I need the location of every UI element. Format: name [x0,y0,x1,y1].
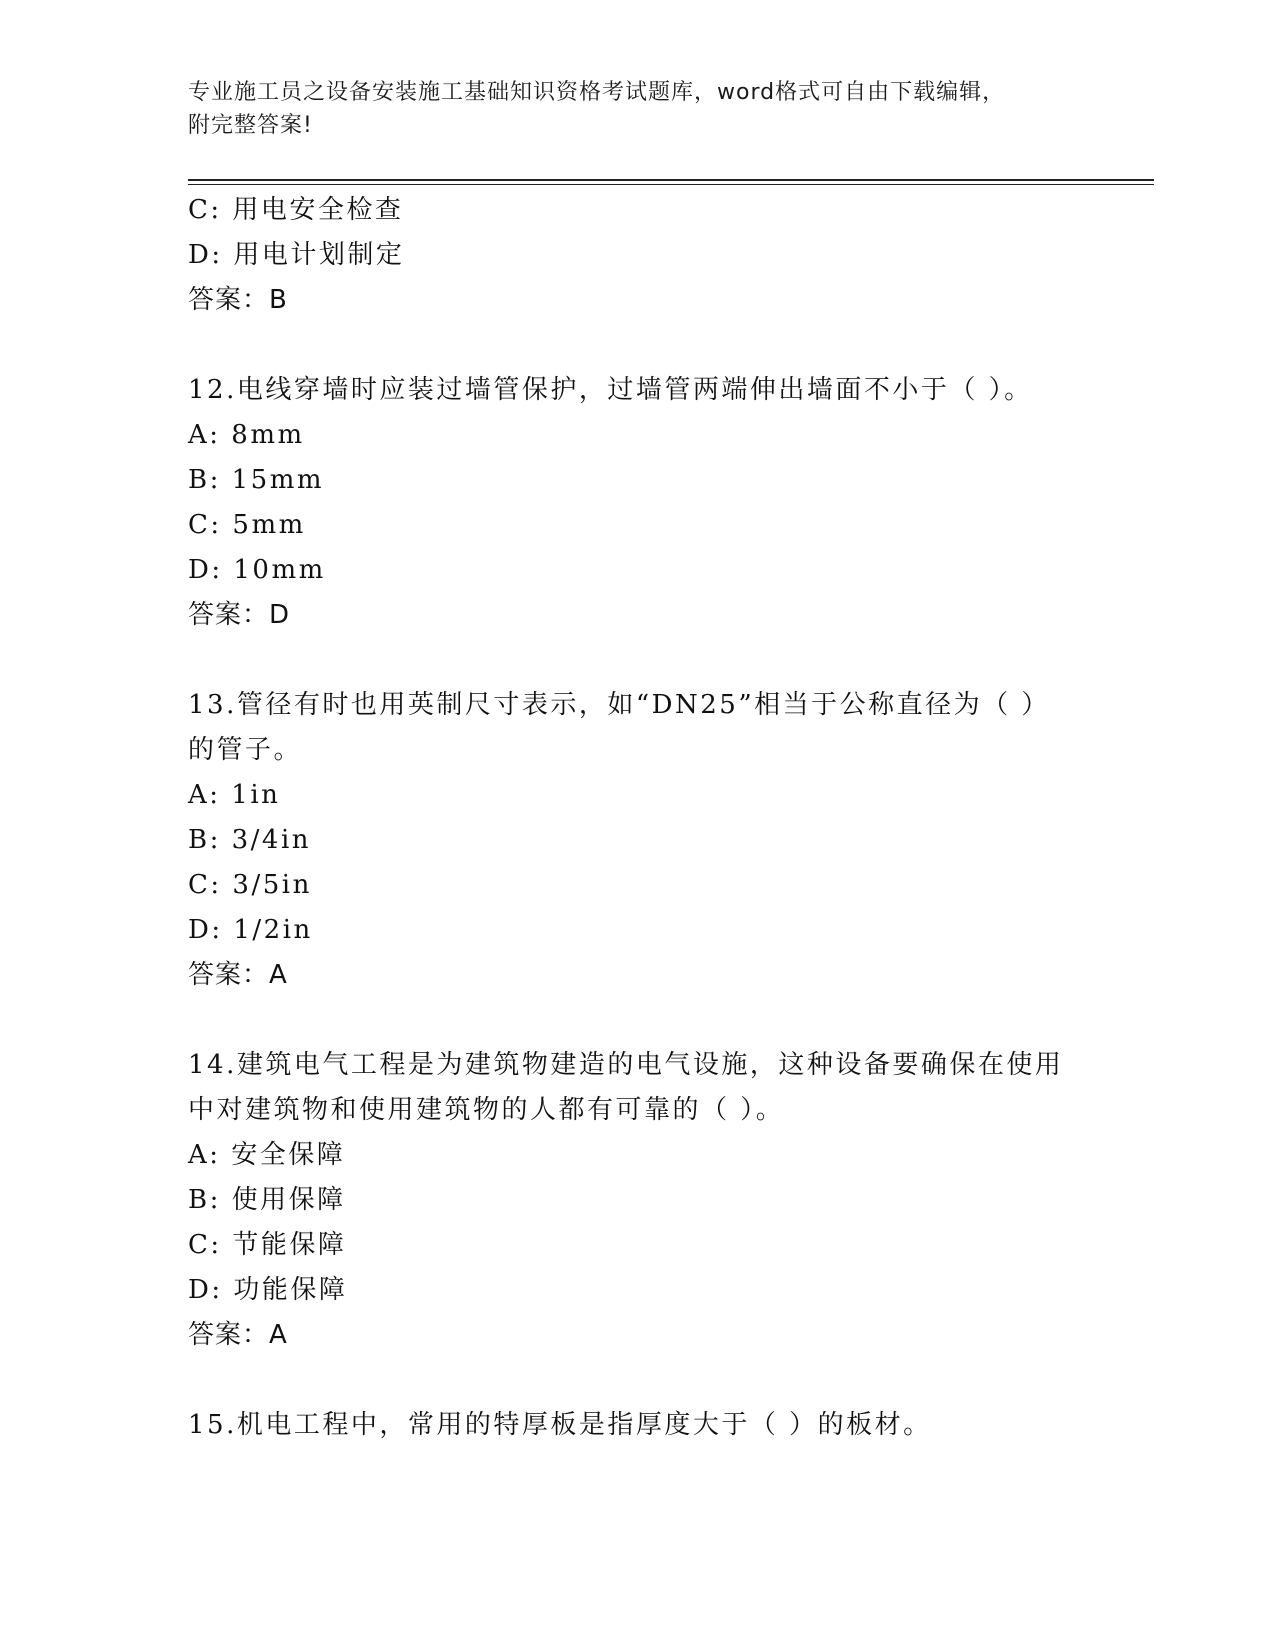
q14-answer: 答案：A [188,1320,288,1350]
q14-option-d: D: 功能保障 [188,1275,348,1305]
q14-stem-line-2: 中对建筑物和使用建筑物的人都有可靠的（ ）。 [188,1095,785,1125]
q14-option-b: B: 使用保障 [188,1185,346,1215]
q13-option-c: C: 3/5in [188,870,312,900]
q12-option-d: D: 10mm [188,555,326,585]
q13-option-a: A: 1in [188,780,281,810]
q13-stem-line-2: 的管子。 [188,735,303,765]
header-line-1: 专业施工员之设备安装施工基础知识资格考试题库，word格式可自由下载编辑， [188,80,1006,105]
q13-option-d: D: 1/2in [188,915,313,945]
prev-option-c: C: 用电安全检查 [188,195,404,225]
q13-answer: 答案：A [188,960,288,990]
q12-stem: 12.电线穿墙时应装过墙管保护，过墙管两端伸出墙面不小于（ ）。 [188,375,1033,405]
header-line-2: 附完整答案! [188,113,313,138]
prev-option-d: D: 用电计划制定 [188,240,405,270]
document-header [188,76,1088,142]
q13-option-b: B: 3/4in [188,825,312,855]
q12-answer: 答案：D [188,600,291,630]
q15-stem: 15.机电工程中，常用的特厚板是指厚度大于（ ）的板材。 [188,1410,932,1440]
q14-stem-line-1: 14.建筑电气工程是为建筑物建造的电气设施，这种设备要确保在使用 [188,1050,1064,1080]
header-divider [188,179,1154,185]
q14-option-a: A: 安全保障 [188,1140,346,1170]
q14-option-c: C: 节能保障 [188,1230,347,1260]
q13-stem-line-1: 13.管径有时也用英制尺寸表示，如“DN25”相当于公称直径为（ ） [188,690,1050,720]
q12-option-c: C: 5mm [188,510,306,540]
q12-option-a: A: 8mm [188,420,305,450]
q12-option-b: B: 15mm [188,465,325,495]
prev-answer: 答案：B [188,285,288,315]
